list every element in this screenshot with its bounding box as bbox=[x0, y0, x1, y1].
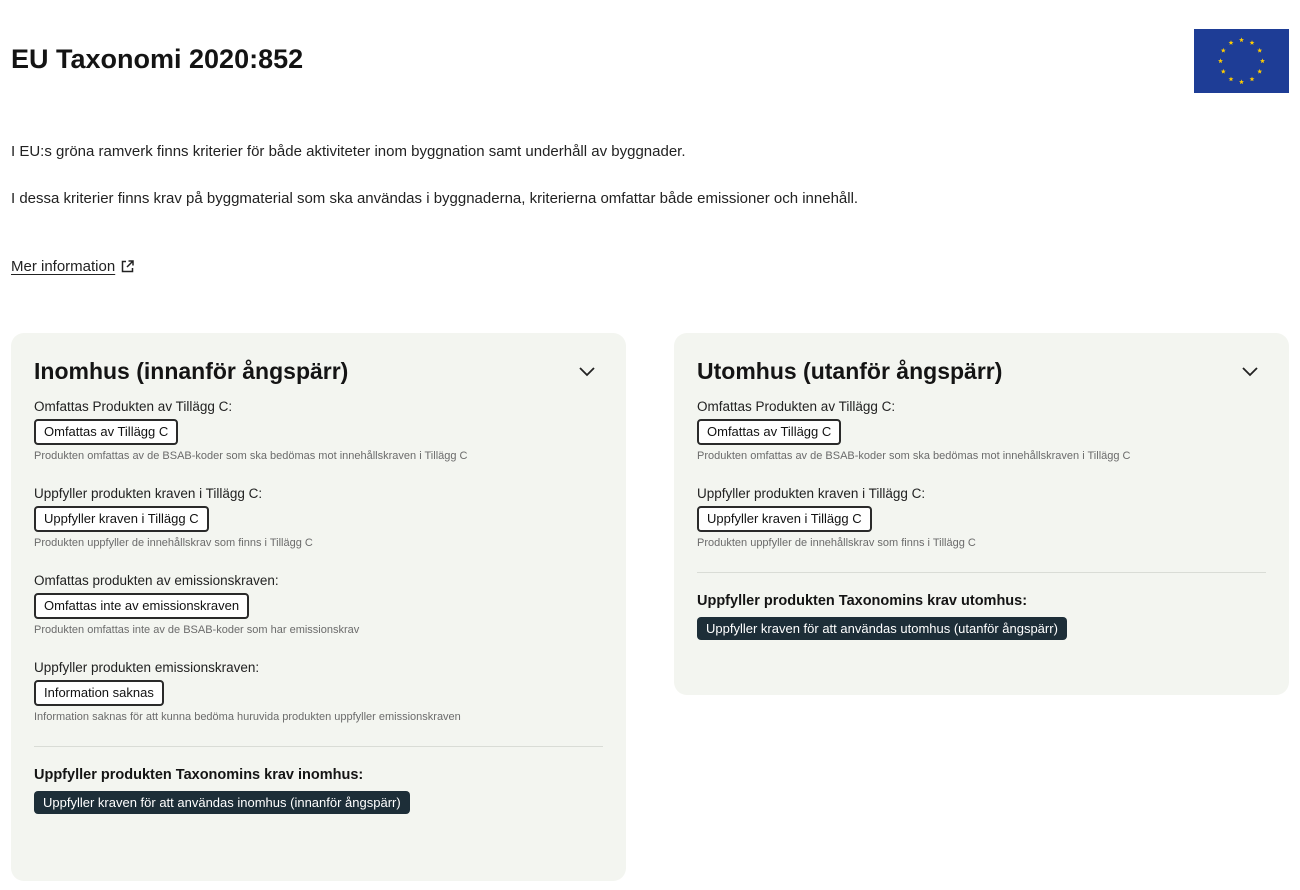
criterion-value-tag: Information saknas bbox=[34, 680, 164, 706]
criterion-item bbox=[34, 572, 603, 637]
more-information-label: Mer information bbox=[11, 258, 116, 275]
eu-flag-icon bbox=[1194, 29, 1289, 93]
outdoor-card bbox=[674, 333, 1289, 695]
intro-text bbox=[11, 140, 871, 234]
external-link-icon bbox=[121, 260, 134, 273]
criterion-value-tag: Omfattas inte av emissionskraven bbox=[34, 593, 249, 619]
result-badge: Uppfyller kraven för att användas inomhus (innanför ångspärr) bbox=[34, 791, 410, 814]
result-label: Uppfyller produkten Taxonomins krav utomhus: bbox=[697, 593, 1028, 609]
criterion-description: Produkten uppfyller de innehållskrav som finns i Tillägg C bbox=[34, 537, 313, 549]
criterion-label: Uppfyller produkten emissionskraven: bbox=[34, 660, 260, 675]
chevron-down-icon[interactable] bbox=[577, 361, 597, 381]
indoor-card-title: Inomhus (innanför ångspärr) bbox=[34, 357, 349, 384]
criterion-label: Uppfyller produkten kraven i Tillägg C: bbox=[697, 486, 926, 501]
criterion-item bbox=[697, 485, 1266, 550]
criterion-description: Produkten omfattas inte av de BSAB-koder som har emissionskrav bbox=[34, 624, 360, 636]
criterion-item bbox=[34, 398, 603, 463]
divider bbox=[34, 746, 603, 747]
criterion-description: Produkten uppfyller de innehållskrav som finns i Tillägg C bbox=[697, 537, 976, 549]
criterion-description: Produkten omfattas av de BSAB-koder som ska bedömas mot innehållskraven i Tillägg C bbox=[34, 450, 468, 462]
criterion-value-tag: Omfattas av Tillägg C bbox=[34, 419, 178, 445]
intro-paragraph: I EU:s gröna ramverk finns kriterier för både aktiviteter inom byggnation samt underhåll av byggnader. bbox=[11, 143, 686, 160]
criterion-value-tag: Uppfyller kraven i Tillägg C bbox=[697, 506, 872, 532]
more-information-link[interactable] bbox=[11, 258, 134, 275]
criterion-item bbox=[34, 485, 603, 550]
indoor-card bbox=[11, 333, 626, 881]
criterion-value-tag: Uppfyller kraven i Tillägg C bbox=[34, 506, 209, 532]
result-label: Uppfyller produkten Taxonomins krav inomhus: bbox=[34, 767, 364, 783]
page-title: EU Taxonomi 2020:852 bbox=[11, 44, 304, 74]
criterion-label: Omfattas produkten av emissionskraven: bbox=[34, 573, 279, 588]
chevron-down-icon[interactable] bbox=[1240, 361, 1260, 381]
outdoor-card-header[interactable] bbox=[697, 355, 1266, 387]
criterion-value-tag: Omfattas av Tillägg C bbox=[697, 419, 841, 445]
divider bbox=[697, 572, 1266, 573]
criterion-item bbox=[697, 398, 1266, 463]
outdoor-card-title: Utomhus (utanför ångspärr) bbox=[697, 357, 1003, 384]
indoor-card-header[interactable] bbox=[34, 355, 603, 387]
criterion-description: Information saknas för att kunna bedöma huruvida produkten uppfyller emissionskraven bbox=[34, 711, 461, 723]
criterion-label: Omfattas Produkten av Tillägg C: bbox=[697, 399, 896, 414]
criterion-description: Produkten omfattas av de BSAB-koder som ska bedömas mot innehållskraven i Tillägg C bbox=[697, 450, 1131, 462]
intro-paragraph: I dessa kriterier finns krav på byggmaterial som ska användas i byggnaderna, kriterierna omfattar både emissioner och innehåll. bbox=[11, 190, 859, 207]
result-badge: Uppfyller kraven för att användas utomhus (utanför ångspärr) bbox=[697, 617, 1067, 640]
criterion-item bbox=[34, 659, 603, 724]
criterion-label: Uppfyller produkten kraven i Tillägg C: bbox=[34, 486, 263, 501]
criterion-label: Omfattas Produkten av Tillägg C: bbox=[34, 399, 233, 414]
